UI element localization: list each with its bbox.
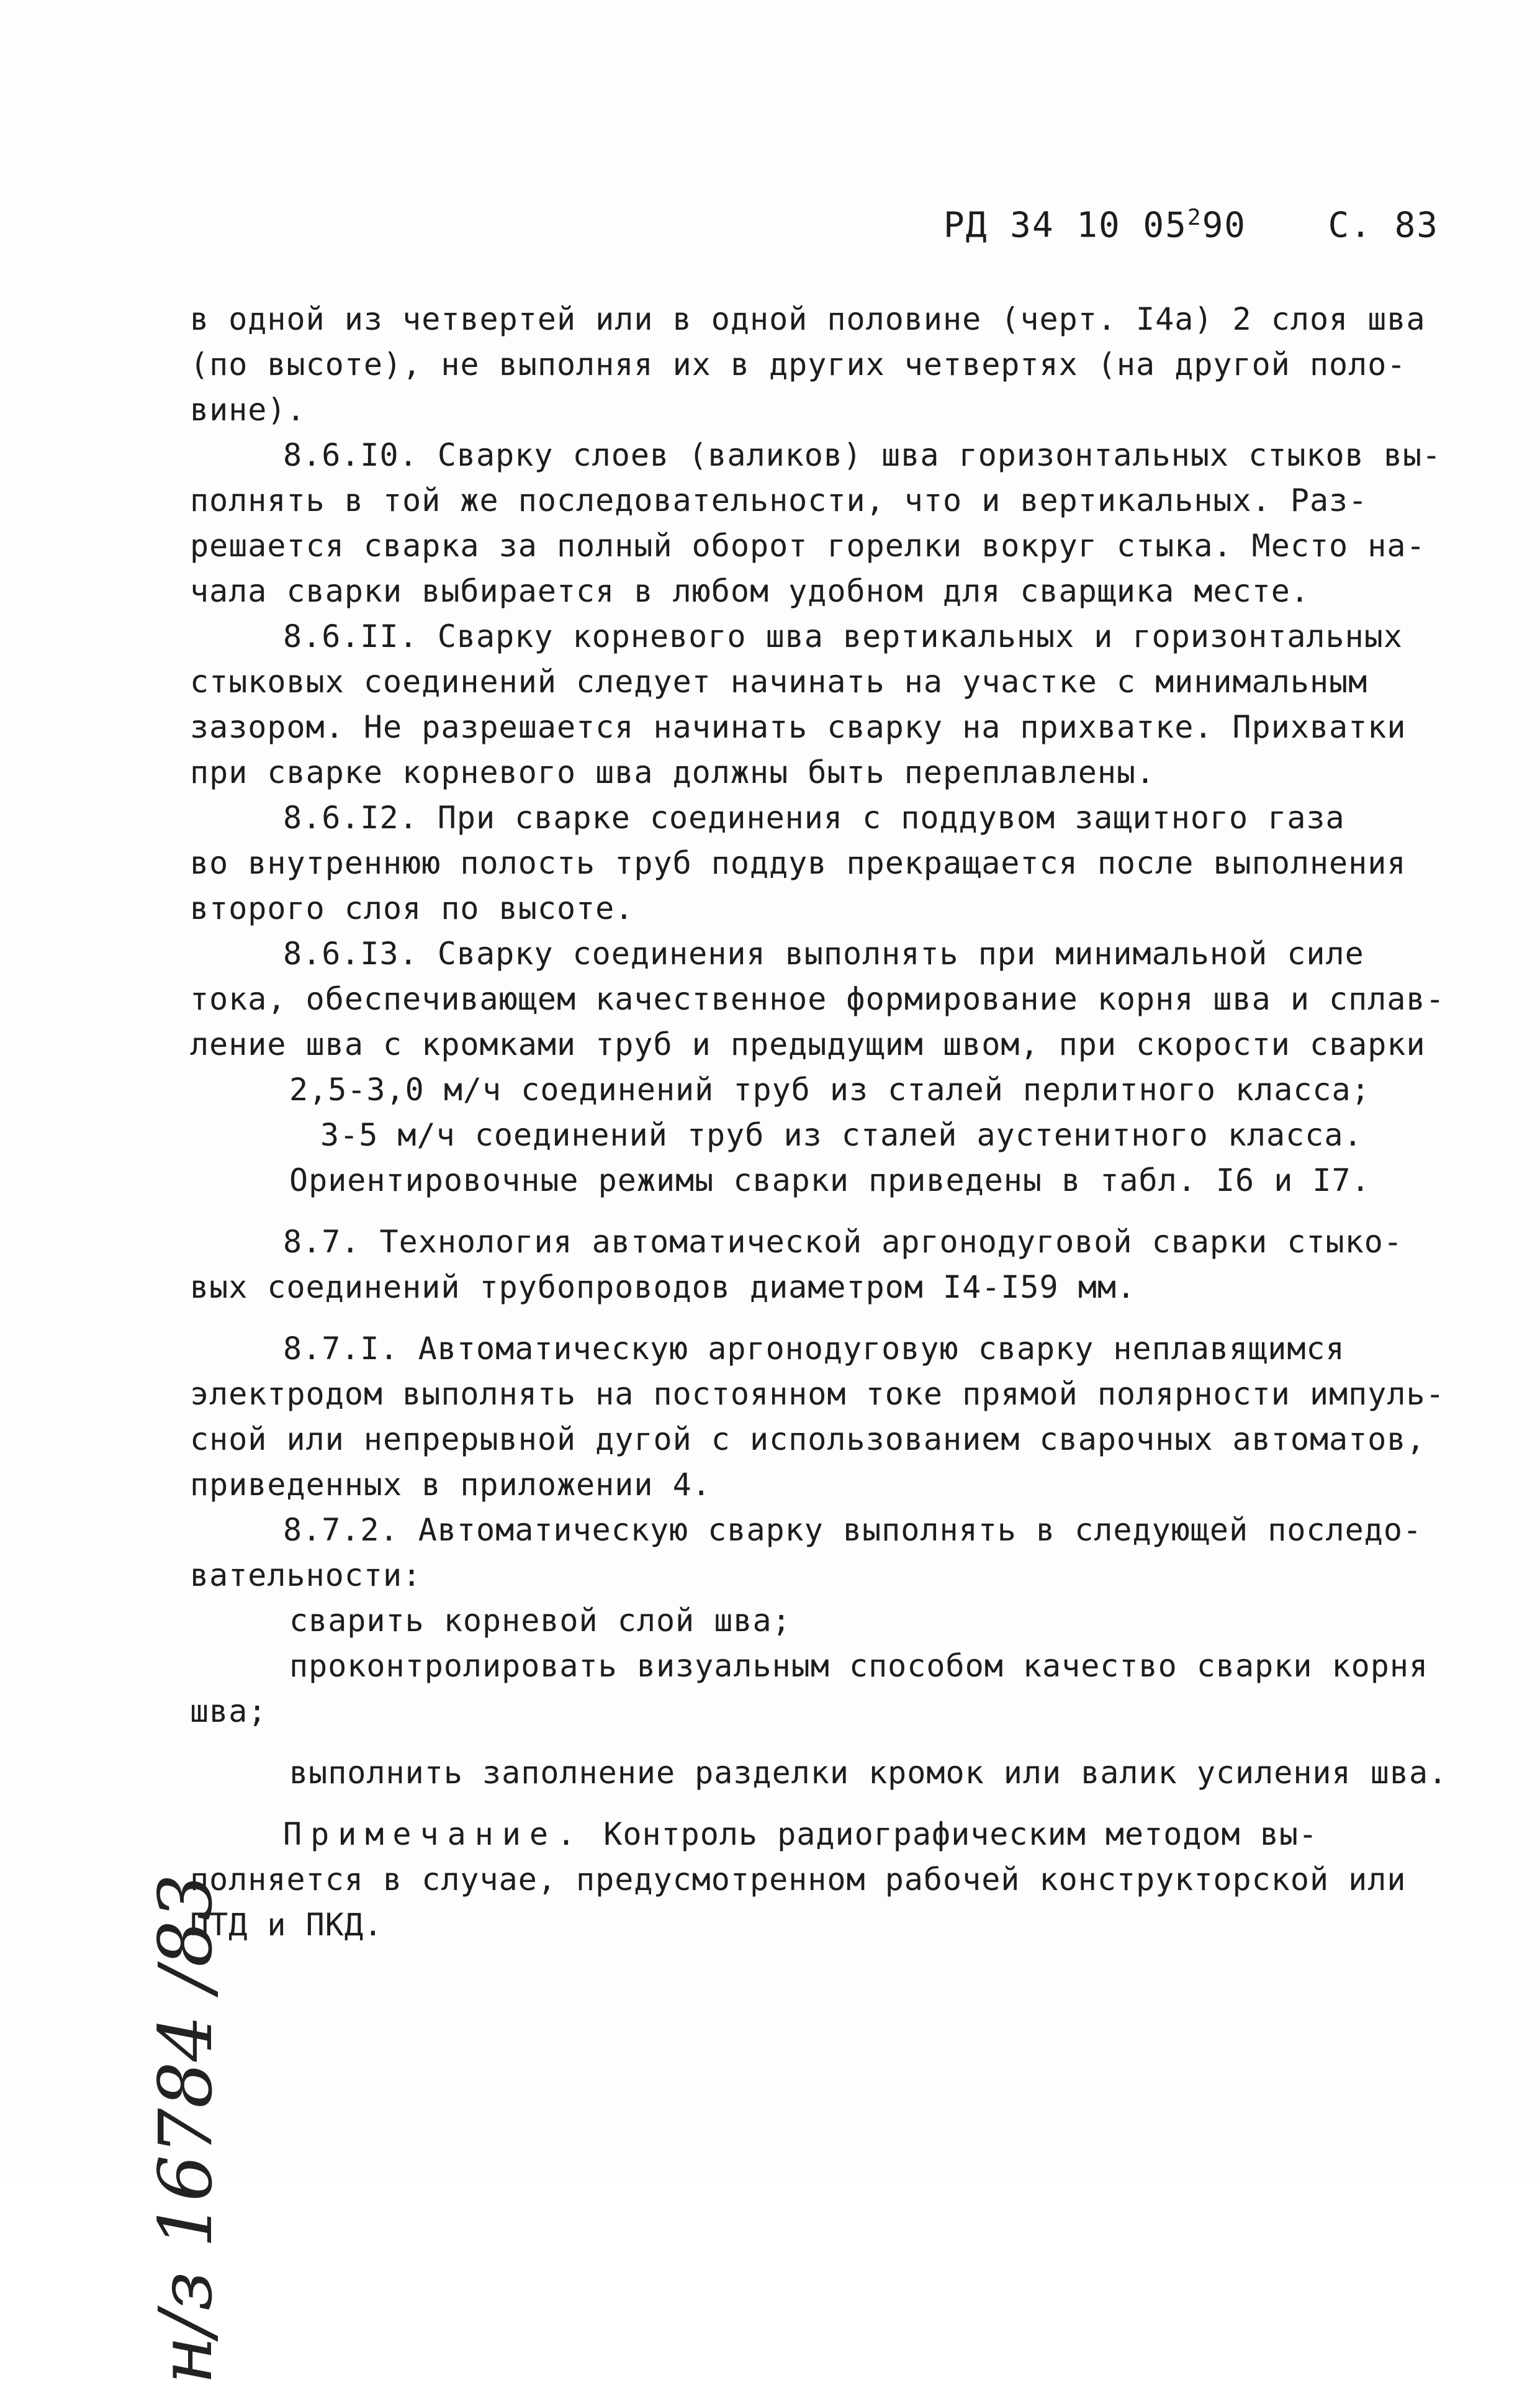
document-body [190, 297, 1448, 1948]
text-line: вательности: [190, 1557, 422, 1593]
text-line: чала сварки выбирается в любом удобном для сварщика месте. [190, 573, 1310, 609]
text-line: ПТД и ПКД. [190, 1907, 384, 1943]
note-text: Контроль радиографическим методом вы- [584, 1816, 1318, 1852]
handwritten-margin-note [118, 1571, 242, 2391]
text-line: второго слоя по высоте. [190, 890, 634, 926]
text-line: полняется в случае, предусмотренном рабочей конструкторской или [190, 1861, 1407, 1898]
text-line: 2,5-3,0 м/ч соединений труб из сталей перлитного класса; [289, 1072, 1371, 1108]
text-line: Ориентировочные режимы сварки приведены в табл. І6 и І7. [289, 1162, 1371, 1198]
handwritten-note-text: н/з 16784 /83 [143, 1873, 228, 2384]
text-line: сной или непрерывной дугой с использованием сварочных автоматов, [190, 1421, 1426, 1457]
text-line: решается сварка за полный оборот горелки вокруг стыка. Место на- [190, 528, 1426, 564]
text-line: при сварке корневого шва должны быть переплавлены. [190, 754, 1156, 790]
document-code: РД 34 10 05 [943, 205, 1187, 246]
paragraph-8-6-10: 8.6.I0. Сварку слоев (валиков) шва горизонтальных стыков вы- [283, 437, 1442, 473]
document-code-superscript: 2 [1187, 205, 1202, 230]
text-line: 3-5 м/ч соединений труб из сталей аустенитного класса. [320, 1117, 1363, 1153]
paragraph-8-6-11: 8.6.II. Сварку корневого шва вертикальных и горизонтальных [283, 618, 1403, 654]
text-line: электродом выполнять на постоянном токе прямой полярности импуль- [190, 1376, 1445, 1412]
text-line: ление шва с кромками труб и предыдущим швом, при скорости сварки [190, 1026, 1426, 1062]
text-line: вых соединений трубопроводов диаметром І4-І59 мм. [190, 1269, 1137, 1305]
note-line [190, 1812, 1438, 1857]
text-line: вине). [190, 392, 306, 428]
text-line: зазором. Не разрешается начинать сварку на прихватке. Прихватки [190, 709, 1407, 745]
paragraph-8-6-12: 8.6.I2. При сварке соединения с поддувом защитного газа [283, 800, 1345, 836]
text-line: стыковых соединений следует начинать на участке с минимальным [190, 664, 1368, 700]
text-line: полнять в той же последовательности, что и вертикальных. Раз- [190, 482, 1368, 518]
page-number: С. 83 [1328, 205, 1439, 246]
section-8-7-title: 8.7. Технология автоматической аргонодуговой сварки стыко- [283, 1224, 1403, 1260]
text-line: тока, обеспечивающем качественное формирование корня шва и сплав- [190, 981, 1445, 1017]
text-line: в одной из четвертей или в одной половине (черт. І4а) 2 слоя шва [190, 301, 1426, 337]
text-line: шва; [190, 1693, 268, 1729]
list-item: проконтролировать визуальным способом качество сварки корня [289, 1648, 1429, 1684]
note-label: Примечание. [283, 1816, 585, 1852]
list-item: сварить корневой слой шва; [289, 1603, 791, 1639]
paragraph-8-7-2: 8.7.2. Автоматическую сварку выполнять в следующей последо- [283, 1512, 1423, 1548]
page-header [943, 205, 1439, 246]
paragraph-8-7-1: 8.7.I. Автоматическую аргонодуговую сварку неплавящимся [283, 1331, 1345, 1367]
handwritten-note-graphic [118, 1571, 242, 2391]
document-code-tail: 90 [1202, 205, 1246, 246]
text-line: (по высоте), не выполняя их в других четвертях (на другой поло- [190, 346, 1407, 382]
paragraph-8-6-13: 8.6.I3. Сварку соединения выполнять при минимальной силе [283, 936, 1364, 972]
text-line: во внутреннюю полость труб поддув прекращается после выполнения [190, 845, 1407, 881]
text-line: приведенных в приложении 4. [190, 1467, 711, 1503]
list-item: выполнить заполнение разделки кромок или валик усиления шва. [289, 1755, 1448, 1791]
